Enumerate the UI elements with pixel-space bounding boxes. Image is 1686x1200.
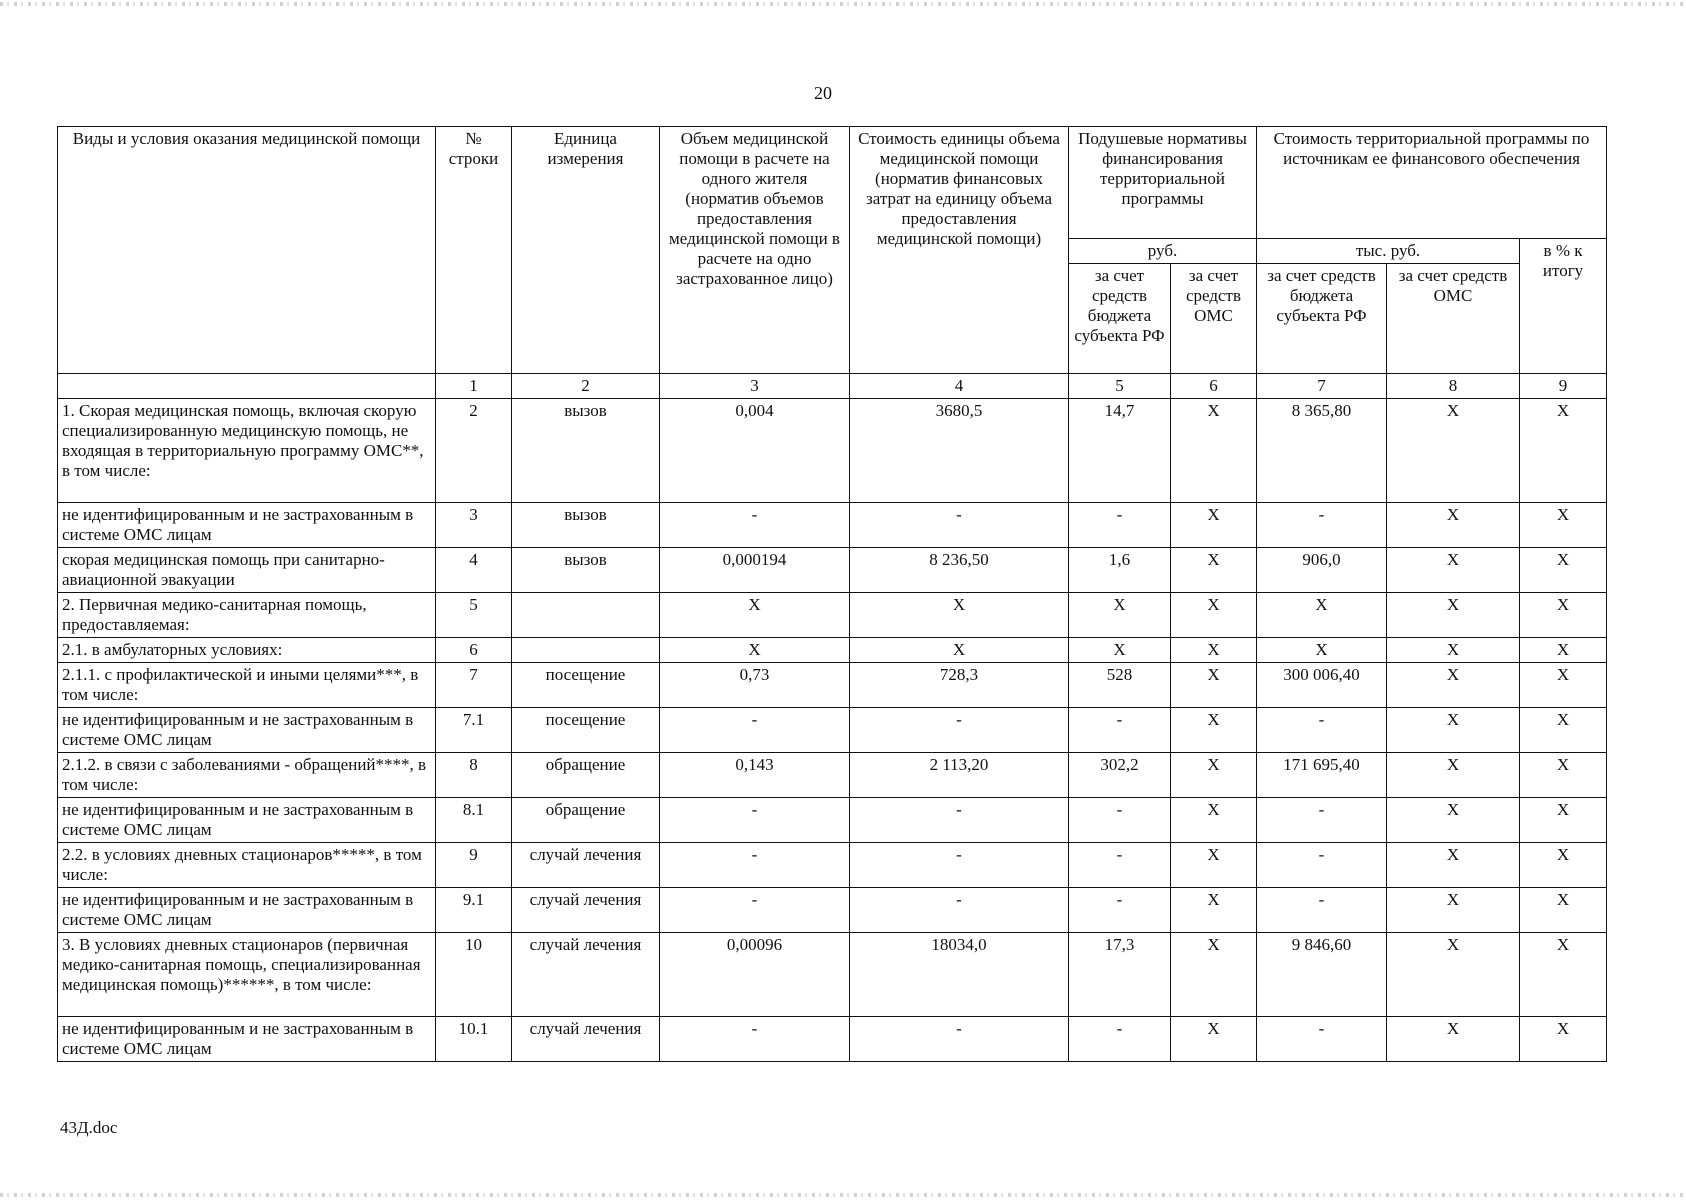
row-oms-total: X bbox=[1387, 933, 1520, 1017]
row-number: 5 bbox=[436, 593, 512, 638]
row-budget-per-capita: X bbox=[1069, 593, 1171, 638]
row-oms-per-capita: X bbox=[1171, 548, 1257, 593]
row-volume: - bbox=[660, 503, 850, 548]
row-unit: вызов bbox=[512, 503, 660, 548]
column-number bbox=[58, 374, 436, 399]
row-number: 7 bbox=[436, 663, 512, 708]
row-unit-cost: 18034,0 bbox=[850, 933, 1069, 1017]
row-number: 6 bbox=[436, 638, 512, 663]
table-row bbox=[58, 593, 1607, 638]
row-budget-total: 8 365,80 bbox=[1257, 399, 1387, 503]
row-budget-total: 300 006,40 bbox=[1257, 663, 1387, 708]
row-unit-cost: X bbox=[850, 593, 1069, 638]
footer-filename: 43Д.doc bbox=[60, 1118, 118, 1137]
row-budget-total: - bbox=[1257, 503, 1387, 548]
row-percent: X bbox=[1520, 1017, 1607, 1062]
column-number: 8 bbox=[1387, 374, 1520, 399]
row-unit-cost: X bbox=[850, 638, 1069, 663]
row-budget-per-capita: - bbox=[1069, 798, 1171, 843]
row-number: 7.1 bbox=[436, 708, 512, 753]
header-unit: Единица измерения bbox=[512, 127, 660, 374]
row-oms-per-capita: X bbox=[1171, 708, 1257, 753]
row-number: 2 bbox=[436, 399, 512, 503]
row-unit: случай лечения bbox=[512, 933, 660, 1017]
row-percent: X bbox=[1520, 933, 1607, 1017]
row-description: не идентифицированным и не застрахованным в системе ОМС лицам bbox=[58, 503, 436, 548]
row-unit-cost: 728,3 bbox=[850, 663, 1069, 708]
row-unit-cost: - bbox=[850, 1017, 1069, 1062]
table-row bbox=[58, 503, 1607, 548]
row-budget-total: 171 695,40 bbox=[1257, 753, 1387, 798]
row-oms-per-capita: X bbox=[1171, 843, 1257, 888]
row-budget-total: - bbox=[1257, 843, 1387, 888]
row-number: 8.1 bbox=[436, 798, 512, 843]
row-oms-total: X bbox=[1387, 638, 1520, 663]
row-unit: обращение bbox=[512, 798, 660, 843]
row-oms-total: X bbox=[1387, 1017, 1520, 1062]
row-percent: X bbox=[1520, 753, 1607, 798]
row-description: 2.1.1. с профилактической и иными целями***, в том числе: bbox=[58, 663, 436, 708]
header-per-capita: Подушевые нормативы финансирования территориальной программы bbox=[1069, 127, 1257, 239]
row-budget-per-capita: - bbox=[1069, 1017, 1171, 1062]
row-oms-per-capita: X bbox=[1171, 663, 1257, 708]
table-row bbox=[58, 798, 1607, 843]
row-oms-total: X bbox=[1387, 663, 1520, 708]
header-budget-subject: за счет средств бюджета субъекта РФ bbox=[1069, 264, 1171, 374]
header-row-number: № строки bbox=[436, 127, 512, 374]
row-percent: X bbox=[1520, 798, 1607, 843]
row-oms-total: X bbox=[1387, 593, 1520, 638]
row-budget-total: 906,0 bbox=[1257, 548, 1387, 593]
row-unit bbox=[512, 638, 660, 663]
row-unit-cost: - bbox=[850, 798, 1069, 843]
row-budget-per-capita: - bbox=[1069, 503, 1171, 548]
row-budget-total: 9 846,60 bbox=[1257, 933, 1387, 1017]
table-row bbox=[58, 663, 1607, 708]
row-volume: - bbox=[660, 708, 850, 753]
row-percent: X bbox=[1520, 888, 1607, 933]
row-description: 2. Первичная медико-санитарная помощь, предоставляемая: bbox=[58, 593, 436, 638]
scan-edge-top bbox=[0, 2, 1686, 6]
header-budget-subject-thous: за счет средств бюджета субъекта РФ bbox=[1257, 264, 1387, 374]
row-percent: X bbox=[1520, 663, 1607, 708]
column-number: 2 bbox=[512, 374, 660, 399]
row-volume: 0,73 bbox=[660, 663, 850, 708]
row-volume: 0,00096 bbox=[660, 933, 850, 1017]
column-number: 5 bbox=[1069, 374, 1171, 399]
row-oms-per-capita: X bbox=[1171, 1017, 1257, 1062]
row-unit-cost: 3680,5 bbox=[850, 399, 1069, 503]
row-description: 2.1.2. в связи с заболеваниями - обращений****, в том числе: bbox=[58, 753, 436, 798]
column-number: 4 bbox=[850, 374, 1069, 399]
row-unit: случай лечения bbox=[512, 888, 660, 933]
column-number: 7 bbox=[1257, 374, 1387, 399]
row-volume: 0,004 bbox=[660, 399, 850, 503]
row-number: 10.1 bbox=[436, 1017, 512, 1062]
row-oms-per-capita: X bbox=[1171, 933, 1257, 1017]
header-types: Виды и условия оказания медицинской помощи bbox=[58, 127, 436, 374]
row-percent: X bbox=[1520, 708, 1607, 753]
page-number: 20 bbox=[814, 83, 832, 103]
table-row bbox=[58, 933, 1607, 1017]
row-number: 9.1 bbox=[436, 888, 512, 933]
row-percent: X bbox=[1520, 548, 1607, 593]
row-description: не идентифицированным и не застрахованным в системе ОМС лицам bbox=[58, 888, 436, 933]
row-unit: посещение bbox=[512, 663, 660, 708]
column-number: 9 bbox=[1520, 374, 1607, 399]
row-budget-total: - bbox=[1257, 888, 1387, 933]
header-thous-rub: тыс. руб. bbox=[1257, 239, 1520, 264]
table-row bbox=[58, 708, 1607, 753]
row-description: 1. Скорая медицинская помощь, включая скорую специализированную медицинскую помощь, не входящая в территориальную программу ОМС**, в том числе: bbox=[58, 399, 436, 503]
row-oms-total: X bbox=[1387, 843, 1520, 888]
row-unit-cost: 8 236,50 bbox=[850, 548, 1069, 593]
row-budget-per-capita: 17,3 bbox=[1069, 933, 1171, 1017]
row-budget-per-capita: 528 bbox=[1069, 663, 1171, 708]
row-volume: 0,000194 bbox=[660, 548, 850, 593]
header-percent: в % к итогу bbox=[1520, 239, 1607, 374]
row-description: скорая медицинская помощь при санитарно-авиационной эвакуации bbox=[58, 548, 436, 593]
row-unit-cost: - bbox=[850, 843, 1069, 888]
row-unit: случай лечения bbox=[512, 843, 660, 888]
header-oms: за счет средств ОМС bbox=[1171, 264, 1257, 374]
row-oms-per-capita: X bbox=[1171, 399, 1257, 503]
row-budget-per-capita: X bbox=[1069, 638, 1171, 663]
row-unit-cost: - bbox=[850, 503, 1069, 548]
row-number: 9 bbox=[436, 843, 512, 888]
row-unit-cost: 2 113,20 bbox=[850, 753, 1069, 798]
row-description: не идентифицированным и не застрахованным в системе ОМС лицам bbox=[58, 708, 436, 753]
row-volume: - bbox=[660, 798, 850, 843]
row-budget-total: - bbox=[1257, 798, 1387, 843]
row-description: 2.2. в условиях дневных стационаров*****, в том числе: bbox=[58, 843, 436, 888]
row-percent: X bbox=[1520, 638, 1607, 663]
row-number: 4 bbox=[436, 548, 512, 593]
row-oms-total: X bbox=[1387, 548, 1520, 593]
row-budget-per-capita: - bbox=[1069, 708, 1171, 753]
row-oms-per-capita: X bbox=[1171, 753, 1257, 798]
column-number: 1 bbox=[436, 374, 512, 399]
row-oms-per-capita: X bbox=[1171, 638, 1257, 663]
table-row bbox=[58, 638, 1607, 663]
row-unit: вызов bbox=[512, 548, 660, 593]
row-oms-per-capita: X bbox=[1171, 503, 1257, 548]
row-oms-per-capita: X bbox=[1171, 593, 1257, 638]
row-number: 8 bbox=[436, 753, 512, 798]
scan-edge-bottom bbox=[0, 1193, 1686, 1197]
row-volume: X bbox=[660, 638, 850, 663]
row-oms-total: X bbox=[1387, 753, 1520, 798]
header-unit-cost: Стоимость единицы объема медицинской помощи (норматив финансовых затрат на единицу объема предоставления медицинской помощи) bbox=[850, 127, 1069, 374]
row-oms-per-capita: X bbox=[1171, 888, 1257, 933]
table-row bbox=[58, 1017, 1607, 1062]
row-percent: X bbox=[1520, 399, 1607, 503]
row-number: 3 bbox=[436, 503, 512, 548]
row-description: 2.1. в амбулаторных условиях: bbox=[58, 638, 436, 663]
row-oms-per-capita: X bbox=[1171, 798, 1257, 843]
header-program-cost: Стоимость территориальной программы по источникам ее финансового обеспечения bbox=[1257, 127, 1607, 239]
row-budget-total: X bbox=[1257, 638, 1387, 663]
row-unit: вызов bbox=[512, 399, 660, 503]
row-budget-total: - bbox=[1257, 708, 1387, 753]
row-budget-per-capita: 302,2 bbox=[1069, 753, 1171, 798]
row-unit-cost: - bbox=[850, 708, 1069, 753]
table-row bbox=[58, 888, 1607, 933]
row-budget-per-capita: 14,7 bbox=[1069, 399, 1171, 503]
table-row bbox=[58, 843, 1607, 888]
row-unit: случай лечения bbox=[512, 1017, 660, 1062]
row-oms-total: X bbox=[1387, 888, 1520, 933]
row-volume: 0,143 bbox=[660, 753, 850, 798]
row-volume: - bbox=[660, 888, 850, 933]
row-oms-total: X bbox=[1387, 503, 1520, 548]
column-number: 3 bbox=[660, 374, 850, 399]
row-description: не идентифицированным и не застрахованным в системе ОМС лицам bbox=[58, 1017, 436, 1062]
row-budget-per-capita: - bbox=[1069, 888, 1171, 933]
row-oms-total: X bbox=[1387, 708, 1520, 753]
header-oms-thous: за счет средств ОМС bbox=[1387, 264, 1520, 374]
row-oms-total: X bbox=[1387, 798, 1520, 843]
row-description: 3. В условиях дневных стационаров (первичная медико-санитарная помощь, специализированная медицинская помощь)******, в том числе: bbox=[58, 933, 436, 1017]
row-budget-total: X bbox=[1257, 593, 1387, 638]
financing-table bbox=[57, 126, 1607, 1062]
column-numbers-row bbox=[58, 374, 1607, 399]
row-unit-cost: - bbox=[850, 888, 1069, 933]
row-volume: - bbox=[660, 1017, 850, 1062]
row-volume: - bbox=[660, 843, 850, 888]
header-volume: Объем медицинской помощи в расчете на одного жителя (норматив объемов предоставления медицинской помощи в расчете на одно застрахованное лицо) bbox=[660, 127, 850, 374]
row-percent: X bbox=[1520, 503, 1607, 548]
row-description: не идентифицированным и не застрахованным в системе ОМС лицам bbox=[58, 798, 436, 843]
row-oms-total: X bbox=[1387, 399, 1520, 503]
column-number: 6 bbox=[1171, 374, 1257, 399]
table-row bbox=[58, 399, 1607, 503]
row-volume: X bbox=[660, 593, 850, 638]
row-unit: посещение bbox=[512, 708, 660, 753]
row-number: 10 bbox=[436, 933, 512, 1017]
row-budget-total: - bbox=[1257, 1017, 1387, 1062]
row-percent: X bbox=[1520, 593, 1607, 638]
row-unit: обращение bbox=[512, 753, 660, 798]
row-unit bbox=[512, 593, 660, 638]
row-budget-per-capita: 1,6 bbox=[1069, 548, 1171, 593]
row-budget-per-capita: - bbox=[1069, 843, 1171, 888]
row-percent: X bbox=[1520, 843, 1607, 888]
table-row bbox=[58, 753, 1607, 798]
table-row bbox=[58, 548, 1607, 593]
header-rub: руб. bbox=[1069, 239, 1257, 264]
